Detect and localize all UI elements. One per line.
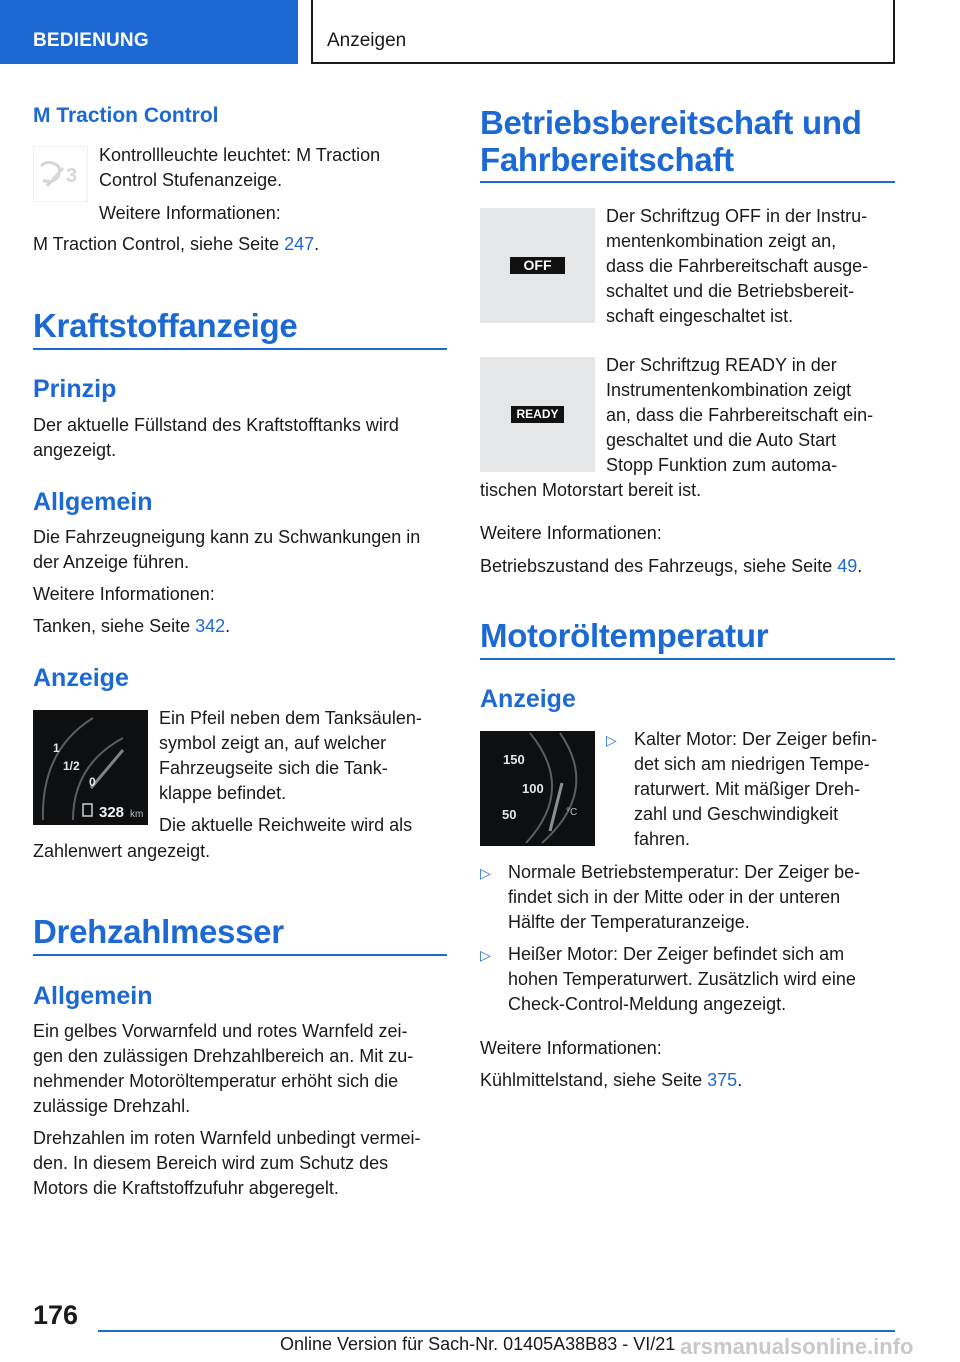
off-text-line3: dass die Fahrbereitschaft ausge-: [606, 256, 869, 276]
rpm-line3: nehmender Motoröltemperatur erhöht sich die: [33, 1071, 399, 1091]
bullet-triangle-icon: ▷: [606, 732, 617, 748]
off-indicator-image: [480, 208, 595, 323]
rpm-line1: Ein gelbes Vorwarnfeld und rotes Warnfeld zei-: [33, 1021, 408, 1041]
oil-gauge-mark-50: 50: [502, 807, 517, 822]
mtc-text-line1: Kontrollleuchte leuchtet: M Traction: [99, 145, 381, 165]
mtc-reference-text: M Traction Control, siehe Seite: [33, 234, 285, 254]
footer-version-text: Online Version für Sach-Nr. 01405A38B83 - VI/21: [280, 1334, 676, 1354]
mtc-heading: M Traction Control: [33, 104, 219, 127]
mtc-indicator-icon: [33, 146, 88, 202]
ready-reference: [480, 554, 862, 579]
off-badge: OFF: [510, 257, 565, 274]
rpm-line7: Motors die Kraftstoffzufuhr abgeregelt.: [33, 1178, 339, 1198]
page-header-title: Anzeigen: [311, 0, 895, 64]
mtc-page-link[interactable]: 247: [284, 234, 315, 254]
fuel-reference-end: .: [225, 616, 231, 636]
rpm-line2: gen den zulässigen Drehzahlbereich an. Mit zu-: [33, 1046, 414, 1066]
ready-indicator-image: [480, 357, 595, 472]
footer-rule: [98, 1330, 895, 1332]
oil-bullet-cold-line5: fahren.: [634, 829, 691, 849]
section-tab: BEDIENUNG: [0, 0, 298, 64]
fuel-gauge-image: [33, 710, 148, 825]
oil-temp-gauge-graphic: [480, 731, 595, 846]
fuel-prinzip-line2: angezeigt.: [33, 440, 117, 460]
ready-text-line4: geschaltet und die Auto Start: [606, 430, 837, 450]
fuel-reference: [33, 614, 230, 639]
oil-gauge-mark-150: 150: [503, 752, 525, 767]
ready-text-line3: an, dass die Fahrbereitschaft ein-: [606, 405, 874, 425]
fuel-allgemein-line2: der Anzeige führen.: [33, 552, 190, 572]
off-text-line4: schaltet und die Betriebsbereit-: [606, 281, 855, 301]
rpm-heading: Drehzahlmesser: [33, 913, 284, 950]
ready-heading-line2: Fahrbereitschaft: [480, 141, 734, 178]
oil-temp-gauge-image: [480, 731, 595, 846]
fuel-reference-text: Tanken, siehe Seite: [33, 616, 196, 636]
rpm-line4: zulässige Drehzahl.: [33, 1096, 191, 1116]
rpm-line5: Drehzahlen im roten Warnfeld unbedingt vermei-: [33, 1128, 421, 1148]
mtc-reference-end: .: [314, 234, 320, 254]
ready-heading-rule: [480, 181, 895, 183]
oil-bullet-normal-line2: findet sich in der Mitte oder in der unteren: [508, 887, 841, 907]
oil-reference-text: Kühlmittelstand, siehe Seite: [480, 1070, 708, 1090]
fuel-range-unit: km: [130, 809, 144, 820]
fuel-gauge-mark-1: 1: [53, 741, 60, 755]
off-text-line2: mentenkombination zeigt an,: [606, 231, 837, 251]
oil-more-info: Weitere Informationen:: [480, 1038, 662, 1058]
off-text-line1: Der Schriftzug OFF in der Instru-: [606, 206, 868, 226]
fuel-anzeige-line3: Fahrzeugseite sich die Tank-: [159, 758, 388, 778]
mtc-more-info: Weitere Informationen:: [99, 203, 281, 223]
watermark: arsmanualsonline.info: [680, 1334, 914, 1359]
oil-bullet-normal-line3: Hälfte der Temperaturanzeige.: [508, 912, 750, 932]
bullet-triangle-icon: ▷: [480, 947, 491, 963]
oil-gauge-mark-100: 100: [522, 781, 544, 796]
ready-text-line2: Instrumentenkombination zeigt: [606, 380, 852, 400]
ready-text-line6: tischen Motorstart bereit ist.: [480, 480, 702, 500]
rpm-allgemein-heading: Allgemein: [33, 982, 153, 1010]
fuel-heading-rule: [33, 348, 447, 350]
oil-bullet-hot-line1: Heißer Motor: Der Zeiger befindet sich am: [508, 944, 845, 964]
oil-page-link[interactable]: 375: [707, 1070, 738, 1090]
oil-bullet-cold-line1: Kalter Motor: Der Zeiger befin-: [634, 729, 878, 749]
fuel-page-link[interactable]: 342: [195, 616, 226, 636]
fuel-allgemein-line1: Die Fahrzeugneigung kann zu Schwankungen in: [33, 527, 421, 547]
fuel-allgemein-heading: Allgemein: [33, 488, 153, 516]
ready-reference-end: .: [857, 556, 863, 576]
mtc-reference: [33, 232, 319, 257]
rpm-heading-rule: [33, 954, 447, 956]
oil-heading: Motoröltemperatur: [480, 617, 769, 654]
fuel-gauge-graphic: [33, 710, 148, 825]
ready-badge: READY: [511, 406, 564, 423]
fuel-prinzip-line1: Der aktuelle Füllstand des Kraftstofftanks wird: [33, 415, 399, 435]
oil-bullet-cold-line2: det sich am niedrigen Tempe-: [634, 754, 870, 774]
oil-bullet-cold-line4: zahl und Geschwindigkeit: [634, 804, 839, 824]
ready-text-line5: Stopp Funktion zum automa-: [606, 455, 838, 475]
ready-reference-text: Betriebszustand des Fahrzeugs, siehe Seite: [480, 556, 838, 576]
ready-text-line1: Der Schriftzug READY in der: [606, 355, 837, 375]
oil-gauge-unit: °C: [566, 807, 578, 818]
bullet-triangle-icon: ▷: [480, 865, 491, 881]
fuel-anzeige-line2: symbol zeigt an, auf welcher: [159, 733, 387, 753]
fuel-anzeige-line4: klappe befindet.: [159, 783, 287, 803]
oil-bullet-hot-line3: Check-Control-Meldung angezeigt.: [508, 994, 787, 1014]
fuel-anzeige-line6: Zahlenwert angezeigt.: [33, 841, 211, 861]
page-number: 176: [33, 1300, 79, 1330]
svg-text:3: 3: [66, 165, 78, 187]
oil-bullet-normal-line1: Normale Betriebstemperatur: Der Zeiger be-: [508, 862, 861, 882]
oil-bullet-cold-line3: raturwert. Mit mäßiger Dreh-: [634, 779, 861, 799]
fuel-anzeige-heading: Anzeige: [33, 664, 129, 692]
ready-heading-line1: Betriebsbereitschaft und: [480, 104, 862, 141]
rpm-line6: den. In diesem Bereich wird zum Schutz des: [33, 1153, 389, 1173]
off-text-line5: schaft eingeschaltet ist.: [606, 306, 794, 326]
ready-page-link[interactable]: 49: [837, 556, 858, 576]
fuel-anzeige-line1: Ein Pfeil neben dem Tanksäulen-: [159, 708, 422, 728]
fuel-prinzip-heading: Prinzip: [33, 375, 117, 403]
oil-heading-rule: [480, 658, 895, 660]
fuel-gauge-mark-0: 0: [89, 775, 96, 789]
fuel-pump-icon: [83, 804, 92, 816]
fuel-anzeige-line5: Die aktuelle Reichweite wird als: [159, 815, 413, 835]
fuel-more-info: Weitere Informationen:: [33, 584, 215, 604]
fuel-gauge-mark-half: 1/2: [63, 759, 80, 773]
oil-anzeige-heading: Anzeige: [480, 685, 576, 713]
fuel-range-value: 328: [99, 804, 125, 821]
oil-reference: [480, 1068, 742, 1093]
mtc-text-line2: Control Stufenanzeige.: [99, 170, 283, 190]
oil-reference-end: .: [737, 1070, 743, 1090]
oil-bullet-hot-line2: hohen Temperaturwert. Zusätzlich wird eine: [508, 969, 856, 989]
ready-more-info: Weitere Informationen:: [480, 523, 662, 543]
fuel-heading: Kraftstoffanzeige: [33, 307, 298, 344]
